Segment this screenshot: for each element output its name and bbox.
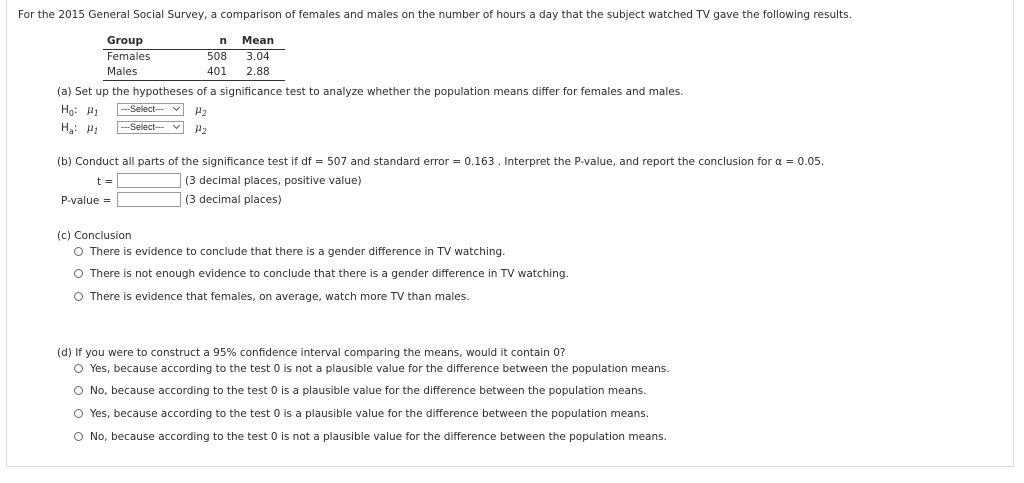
part-d-prompt: (d) If you were to construct a 95% confidence interval comparing the means, would it contain 0? [57,347,566,359]
mu2-symbol: $\mu_2$ [195,104,207,119]
mu1-symbol: $\mu_1$ [86,122,99,137]
ci-radio-1[interactable] [74,364,83,373]
h0-label: $H_0$: [61,104,78,119]
part-a-prompt: (a) Set up the hypotheses of a significance test to analyze whether the population means differ for females and males. [57,86,684,98]
table-row [103,65,285,81]
question-panel [6,0,1014,467]
mu1-symbol: $\mu_1$ [86,104,99,119]
ci-radio-2[interactable] [74,386,83,395]
conclusion-radio-1[interactable] [74,247,83,256]
conclusion-radio-3[interactable] [74,292,83,301]
header-mean: Mean [231,34,285,50]
question-intro: For the 2015 General Social Survey, a comparison of females and males on the number of hours a day that the subject watched TV gave the following results. [18,9,852,21]
table-header-row [103,34,285,50]
ci-radio-4[interactable] [74,432,83,441]
cell-mean: 2.88 [231,65,285,81]
header-group: Group [103,34,193,50]
conclusion-option-1[interactable]: There is evidence to conclude that there is a gender difference in TV watching. [90,246,506,258]
ha-label: $H_a$: [61,122,78,137]
conclusion-radio-2[interactable] [74,269,83,278]
select-label: ---Select--- [121,104,164,114]
part-b-prompt: (b) Conduct all parts of the significance test if df = 507 and standard error = 0.163 . Interpret the P-value, and report the conclusion for α = 0.05. [57,156,825,168]
chevron-down-icon [173,122,180,129]
table-row [103,50,285,66]
ha-relation-select[interactable] [117,121,184,134]
cell-group: Males [103,65,193,81]
h0-relation-select[interactable] [117,103,184,116]
conclusion-option-2[interactable]: There is not enough evidence to conclude that there is a gender difference in TV watching. [90,268,569,280]
ha-row [61,122,99,136]
data-table [103,34,285,81]
cell-mean: 3.04 [246,51,270,63]
h0-row [61,104,99,118]
t-label: t = [97,176,114,188]
mu2-symbol: $\mu_2$ [195,122,207,137]
chevron-down-icon [173,104,180,111]
p-value-hint: (3 decimal places) [185,194,282,206]
ci-option-3[interactable]: Yes, because according to the test 0 is a plausible value for the difference between the population means. [90,408,650,420]
conclusion-option-3[interactable]: There is evidence that females, on average, watch more TV than males. [90,291,470,303]
ci-option-2[interactable]: No, because according to the test 0 is a plausible value for the difference between the population means. [90,385,647,397]
part-c-prompt: (c) Conclusion [57,230,132,242]
cell-group: Females [107,51,151,63]
select-label: ---Select--- [121,122,164,132]
header-n: n [193,34,231,50]
p-value-input[interactable] [117,192,181,207]
ci-option-1[interactable]: Yes, because according to the test 0 is not a plausible value for the difference between the population means. [90,363,670,375]
ci-option-4[interactable]: No, because according to the test 0 is not a plausible value for the difference between the population means. [90,431,667,443]
t-hint: (3 decimal places, positive value) [185,175,362,187]
cell-n: 401 [193,65,231,81]
ci-radio-3[interactable] [74,409,83,418]
p-value-label: P-value = [61,195,112,207]
t-stat-input[interactable] [117,173,181,188]
cell-n: 508 [206,51,227,63]
